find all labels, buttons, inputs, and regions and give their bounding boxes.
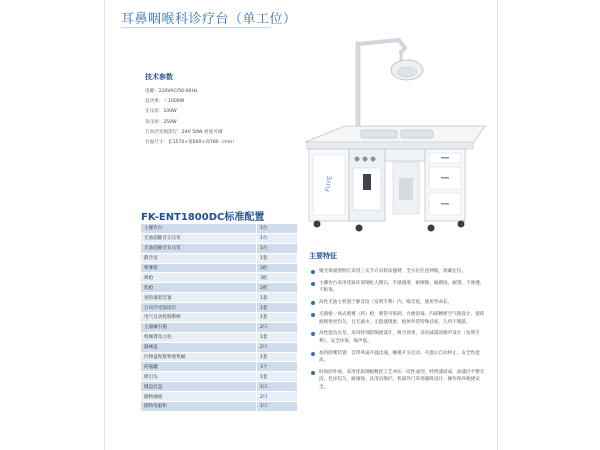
feature-item <box>311 350 487 365</box>
config-heading: FK-ENT1800DC标准配置 <box>141 212 265 223</box>
table-row <box>141 392 297 402</box>
table-row <box>141 372 297 382</box>
table-row <box>141 342 297 352</box>
spec-line: 电源：220VAC/50-60Hz <box>145 89 198 94</box>
feature-text: 时尚的外观，采用优质钢板数控工艺冲压一次性成型，经烤漆而成，油漆层平整光洁，色泽均匀，耐腐蚀。具清洁维护。机箱外门采用磁吸设计，操作保养便捷安全。 <box>319 370 485 390</box>
table-row <box>141 253 297 263</box>
qty-cell: 1只 <box>257 382 298 392</box>
standard-config-table <box>141 224 297 412</box>
table-row <box>141 322 297 332</box>
table-row <box>141 362 297 372</box>
qty-cell: 2只 <box>257 342 298 352</box>
item-cell: 预热器套装置 <box>141 293 257 303</box>
qty-cell: 1套 <box>257 332 298 342</box>
item-cell: 键盘托盘 <box>141 382 257 392</box>
table-row <box>141 233 297 243</box>
table-row <box>141 263 297 273</box>
bullet-icon <box>311 352 315 356</box>
qty-cell: 2只 <box>257 392 298 402</box>
item-cell: 无油超静音负压泵 <box>141 243 257 253</box>
table-row <box>141 273 297 283</box>
qty-cell: 1套 <box>257 372 298 382</box>
spec-line: 负压泵：250W <box>145 119 177 125</box>
table-row <box>141 224 297 233</box>
feature-item <box>311 280 487 295</box>
brand-logo: FUYE <box>325 175 334 193</box>
item-cell: 吸枪 <box>141 273 257 283</box>
bullet-icon <box>311 313 315 317</box>
bullet-icon <box>311 270 315 274</box>
table-row <box>141 402 297 412</box>
table-row <box>141 243 297 253</box>
qty-cell: 2只 <box>257 322 298 332</box>
qty-cell: 1台 <box>257 243 298 253</box>
qty-cell: 1套 <box>257 313 298 323</box>
qty-cell: 1套 <box>257 293 298 303</box>
item-cell: 喷雾枪 <box>141 263 257 273</box>
item-cell: 储物抽屉 <box>141 392 257 402</box>
feature-item <box>311 311 487 326</box>
item-cell: 电气自动控制系统 <box>141 313 257 323</box>
feature-item <box>311 369 487 391</box>
qty-cell: 2把 <box>257 283 298 293</box>
item-cell: 吸引头 <box>141 372 257 382</box>
ent-workstation-image <box>301 22 487 242</box>
item-cell: 污物盘和废物收集桶 <box>141 352 257 362</box>
table-row <box>141 382 297 392</box>
qty-cell: 3把 <box>257 273 298 283</box>
feature-text: 加热除雾装置：自带风扇升温迅速，触摸开关启动，开温后自动停止，安全性能高。 <box>319 350 480 364</box>
item-cell: 机械臂及立柱 <box>141 332 257 342</box>
feature-item <box>311 299 487 306</box>
specs-heading: 技术参数 <box>145 73 173 81</box>
qty-cell: 1台 <box>257 224 298 233</box>
feature-item <box>311 268 487 275</box>
features-list <box>311 268 487 396</box>
item-cell: 无油超静音正压泵 <box>141 233 257 243</box>
qty-cell: 1套 <box>257 303 298 313</box>
item-cell: 器械盘 <box>141 342 257 352</box>
spec-line: 总功率：＜1000W <box>145 99 185 105</box>
title-divider <box>121 27 271 28</box>
page-title: 耳鼻咽喉科诊疗台（单工位） <box>121 12 297 27</box>
table-row <box>141 303 297 313</box>
feature-text: 聚光斑面照明灯采用三关节方向转动悬臂，全方位任意伸缩，准确定位。 <box>319 269 467 274</box>
feature-item <box>311 330 487 345</box>
table-row <box>141 293 297 303</box>
item-cell: 吹枪 <box>141 283 257 293</box>
features-heading: 主要特征 <box>309 252 337 260</box>
bullet-icon <box>311 282 315 286</box>
qty-cell: 3个 <box>257 362 298 372</box>
feature-text: 无菌枪一体式喷雾（药）枪，喷管可拆卸，方便消毒。内部精密空气路设计，使药液喷射更均匀，且无滴水，无阻塞现象，枪体外装特殊挂座，久用不脱落。 <box>319 312 485 325</box>
feature-text: 高性能负压泵，采用特别防倒流设计，吸空效果，采用减震的噪声设计（发明专利），安全环保，噪声低。 <box>319 331 480 344</box>
table-row <box>141 283 297 293</box>
spec-line: 正压泵：100W <box>145 109 177 115</box>
table-row <box>141 313 297 323</box>
qty-cell: 1只 <box>257 402 298 412</box>
item-cell: 储物电脑柜 <box>141 402 257 412</box>
bullet-icon <box>311 371 315 375</box>
feature-text: 主操作台采用优质环保钢化大理石，手感润滑、耐摩擦、耐腐蚀、耐刮、不渗透、不粘染。 <box>319 280 485 294</box>
item-cell: 静音仪 <box>141 253 257 263</box>
qty-cell: 3把 <box>257 263 298 273</box>
table-row <box>141 352 297 362</box>
spec-line: 台面尺寸：长1570×宽600×高780（mm） <box>145 140 237 146</box>
specs-list <box>145 87 305 148</box>
qty-cell: 1台 <box>257 233 298 243</box>
spec-line: 万向冷光阅读灯：24V 50W 亮度可调 <box>145 129 223 135</box>
item-cell: 主操作台 <box>141 224 257 233</box>
bullet-icon <box>311 332 315 336</box>
table-row <box>141 332 297 342</box>
item-cell: 万向冷光阅读灯 <box>141 303 257 313</box>
qty-cell: 1套 <box>257 253 298 263</box>
bullet-icon <box>311 301 315 305</box>
item-cell: 主器械引瓶 <box>141 322 257 332</box>
document-page <box>104 0 498 450</box>
qty-cell: 1套 <box>257 352 298 362</box>
item-cell: 药瓶罐 <box>141 362 257 372</box>
feature-text: 高性无油主机置于静音仪（发明专利）内，噪音低，使用寿命长。 <box>319 300 453 306</box>
